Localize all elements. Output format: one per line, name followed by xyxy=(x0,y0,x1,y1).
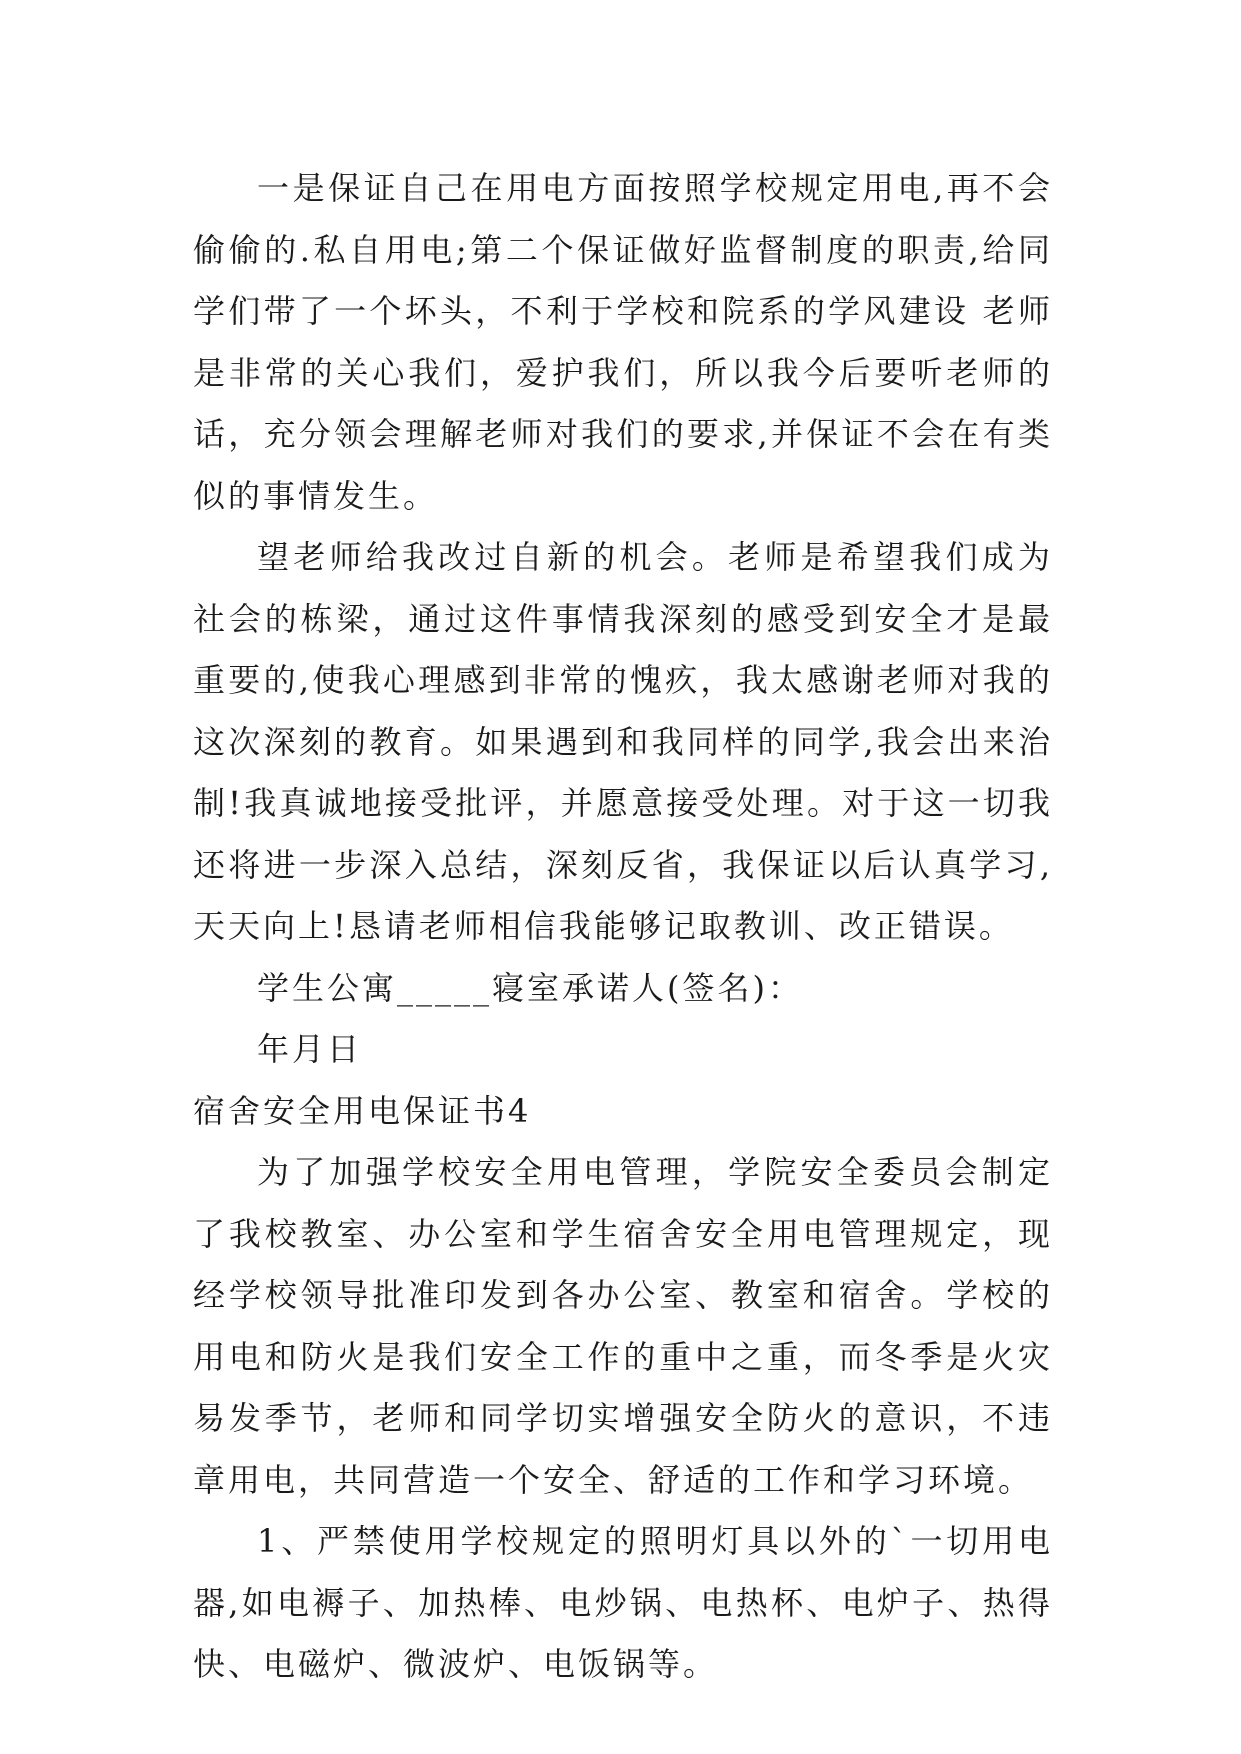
paragraph-guarantee: 一是保证自己在用电方面按照学校规定用电,再不会偷偷的.私自用电;第二个保证做好监督制度的职责,给同学们带了一个坏头，不利于学校和院系的学风建设 老师是非常的关心我们，爱护我们，所以我今后要听老师的话，充分领会理解老师对我们的要求,并保证不会在有类似的事情发生。 xyxy=(193,169,1053,515)
document-body xyxy=(193,158,1053,1696)
section-heading: 宿舍安全用电保证书4 xyxy=(193,1091,532,1130)
signature-line: 学生公寓_____寝室承诺人(签名)： xyxy=(257,968,803,1007)
paragraph-apology: 望老师给我改过自新的机会。老师是希望我们成为社会的栋梁，通过这件事情我深刻的感受到安全才是最重要的,使我心理感到非常的愧疚，我太感谢老师对我的这次深刻的教育。如果遇到和我同样的同学,我会出来治制!我真诚地接受批评，并愿意接受处理。对于这一切我还将进一步深入总结，深刻反省，我保证以后认真学习,天天向上!恳请老师相信我能够记取教训、改正错误。 xyxy=(193,538,1053,945)
paragraph-intro: 为了加强学校安全用电管理，学院安全委员会制定了我校教室、办公室和学生宿舍安全用电管理规定，现经学校领导批准印发到各办公室、教室和宿舍。学校的用电和防火是我们安全工作的重中之重，而冬季是火灾易发季节，老师和同学切实增强安全防火的意识，不违章用电，共同营造一个安全、舒适的工作和学习环境。 xyxy=(193,1153,1053,1499)
paragraph-rule-1: 1、严禁使用学校规定的照明灯具以外的`一切用电器,如电褥子、加热棒、电炒锅、电热杯、电炉子、热得快、电磁炉、微波炉、电饭锅等。 xyxy=(193,1522,1053,1683)
date-line: 年月日 xyxy=(257,1030,363,1068)
